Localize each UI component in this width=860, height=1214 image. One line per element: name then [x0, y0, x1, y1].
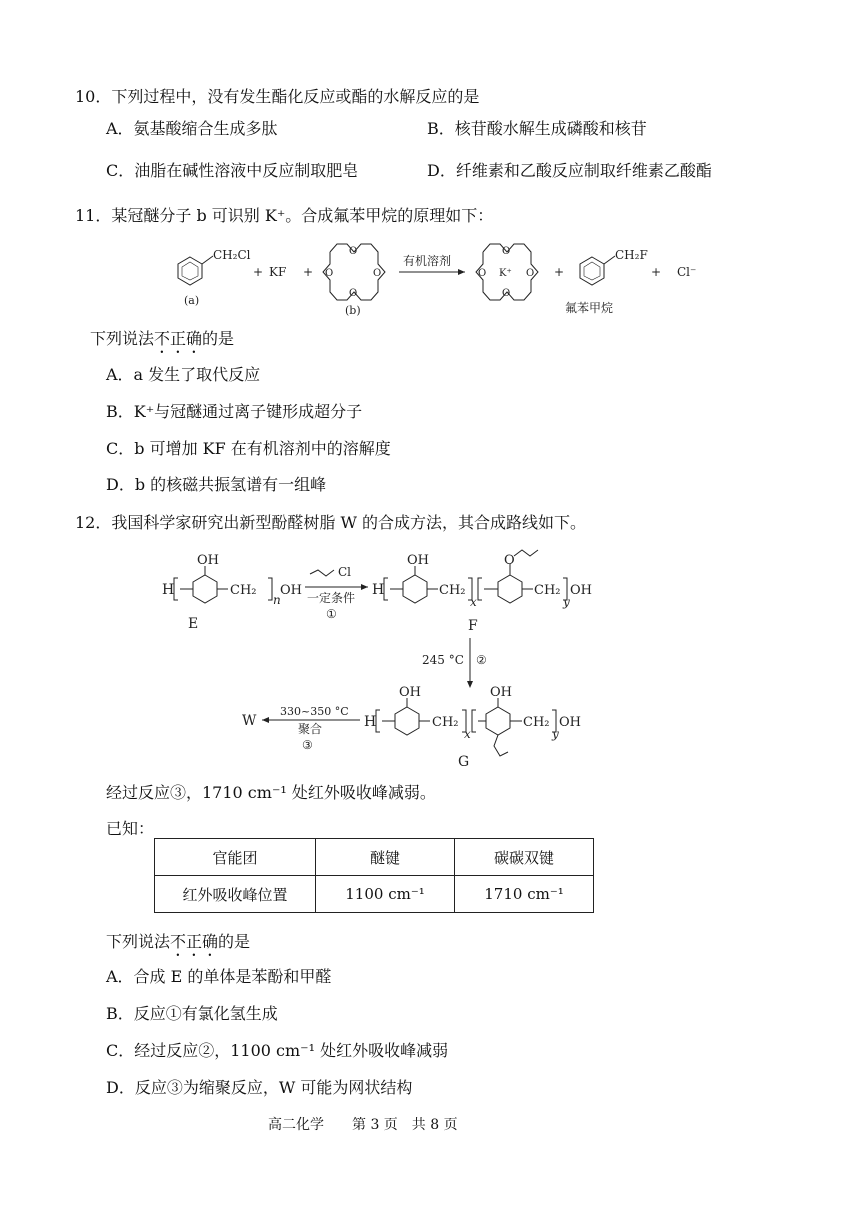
- q11-stem: 11．某冠醚分子 b 可识别 K⁺。合成氟苯甲烷的原理如下：: [75, 206, 494, 225]
- arrow-head-icon: [458, 269, 465, 275]
- g-ch2-1: CH₂: [432, 715, 459, 730]
- table-cell: 醚键: [316, 839, 455, 876]
- arrow-2-head-icon: [467, 681, 473, 688]
- cond-3-top: 330~350 °C: [280, 705, 349, 718]
- allyl-chloride-structure: [310, 570, 334, 576]
- f-ch2-2: CH₂: [534, 583, 561, 598]
- g-y: y: [552, 727, 559, 741]
- benzyl-chloride-structure: [178, 256, 213, 285]
- f-oh: OH: [407, 553, 429, 568]
- q12-option-b: B．反应①有氯化氢生成: [106, 1004, 278, 1023]
- crown-o-3: O: [373, 268, 382, 279]
- e-oh-end: OH: [280, 583, 302, 598]
- complex-o-1: O: [502, 246, 511, 257]
- label-a: (a): [184, 294, 200, 307]
- product-name: 氟苯甲烷: [565, 301, 614, 315]
- q12-synthesis-route: [150, 540, 610, 770]
- step-1: ①: [326, 607, 337, 621]
- q11-prompt: 下列说法不正确的是: [90, 329, 235, 348]
- label-g: G: [458, 754, 470, 770]
- q10-stem: 10．下列过程中，没有发生酯化反应或酯的水解反应的是: [75, 87, 480, 106]
- q12-option-d: D．反应③为缩聚反应，W 可能为网状结构: [106, 1078, 413, 1097]
- q10-option-c: C．油脂在碱性溶液中反应制取肥皂: [106, 161, 359, 180]
- q11-option-c: C．b 可增加 KF 在有机溶剂中的溶解度: [106, 439, 391, 458]
- crown-o-4: O: [349, 288, 358, 299]
- f-o: O: [504, 553, 515, 568]
- q11-option-d: D．b 的核磁共振氢谱有一组峰: [106, 475, 327, 494]
- q12-prompt: 下列说法不正确的是: [106, 932, 251, 951]
- q11-reaction-scheme: [165, 232, 710, 322]
- kf-label: KF: [269, 265, 287, 279]
- allyl-cl: Cl: [338, 565, 352, 579]
- label-e: E: [188, 616, 199, 632]
- label-b: (b): [345, 304, 361, 317]
- k-ion-label: K⁺: [499, 268, 512, 279]
- table-row: [155, 876, 594, 913]
- cond-3-bottom: 聚合: [298, 722, 323, 736]
- arrow-1-head-icon: [361, 584, 368, 590]
- q12-note: 经过反应③，1710 cm⁻¹ 处红外吸收峰减弱。: [106, 783, 436, 802]
- g-ch2-2: CH₂: [523, 715, 550, 730]
- step-2: ②: [476, 653, 487, 667]
- ch2cl-label: CH₂Cl: [213, 248, 251, 262]
- f-h: H: [372, 582, 385, 598]
- q10-option-a: A．氨基酸缩合生成多肽: [106, 119, 278, 138]
- crown-o-2: O: [325, 268, 334, 279]
- arrow-3-head-icon: [262, 717, 269, 723]
- q11-option-b: B．K⁺与冠醚通过离子键形成超分子: [106, 402, 363, 421]
- w-label: W: [242, 713, 257, 729]
- emphasis-not-correct: 不正确: [170, 932, 219, 951]
- g-oh-end: OH: [559, 715, 581, 730]
- table-cell: 官能团: [155, 839, 316, 876]
- plus-sign-3: +: [554, 265, 565, 279]
- label-f: F: [468, 618, 478, 634]
- plus-sign-2: +: [303, 265, 314, 279]
- polymer-e-structure: [174, 566, 272, 603]
- e-oh: OH: [197, 553, 219, 568]
- benzyl-fluoride-structure: [580, 256, 615, 285]
- g-h: H: [364, 714, 377, 730]
- e-ch2: CH₂: [230, 583, 257, 598]
- complex-o-3: O: [526, 268, 535, 279]
- complex-o-2: O: [478, 268, 487, 279]
- q10-option-d: D．纤维素和乙酸反应制取纤维素乙酸酯: [427, 161, 712, 180]
- complex-o-4: O: [502, 288, 511, 299]
- table-cell: 1100 cm⁻¹: [316, 876, 455, 913]
- ir-absorption-table: [154, 838, 594, 913]
- table-cell: 1710 cm⁻¹: [455, 876, 594, 913]
- f-ch2-1: CH₂: [439, 583, 466, 598]
- plus-sign-1: +: [253, 265, 264, 279]
- crown-o-1: O: [349, 246, 358, 257]
- f-x: x: [470, 595, 477, 609]
- e-n: n: [273, 593, 281, 607]
- step-3: ③: [302, 738, 313, 752]
- table-row: [155, 839, 594, 876]
- chloride-ion-label: Cl⁻: [677, 265, 697, 279]
- q11-option-a: A．a 发生了取代反应: [106, 365, 261, 384]
- g-oh-2: OH: [490, 685, 512, 700]
- q12-stem: 12．我国科学家研究出新型酚醛树脂 W 的合成方法，其合成路线如下。: [75, 513, 586, 532]
- q12-option-a: A．合成 E 的单体是苯酚和甲醛: [106, 967, 332, 986]
- q12-option-c: C．经过反应②，1100 cm⁻¹ 处红外吸收峰减弱: [106, 1041, 449, 1060]
- page-footer: 高二化学 第 3 页 共 8 页: [268, 1117, 458, 1133]
- f-oh-end: OH: [570, 583, 592, 598]
- g-x: x: [464, 727, 471, 741]
- emphasis-not-correct: 不正确: [154, 329, 203, 348]
- ch2f-label: CH₂F: [615, 248, 648, 262]
- cond-2: 245 °C: [422, 653, 464, 667]
- e-h: H: [162, 582, 175, 598]
- table-cell: 碳碳双键: [455, 839, 594, 876]
- arrow-condition: 有机溶剂: [403, 254, 452, 268]
- q10-option-b: B．核苷酸水解生成磷酸和核苷: [427, 119, 647, 138]
- f-y: y: [563, 595, 570, 609]
- table-cell: 红外吸收峰位置: [155, 876, 316, 913]
- cond-1: 一定条件: [307, 591, 356, 605]
- g-oh-1: OH: [399, 685, 421, 700]
- plus-sign-4: +: [651, 265, 662, 279]
- q12-known: 已知：: [106, 819, 155, 838]
